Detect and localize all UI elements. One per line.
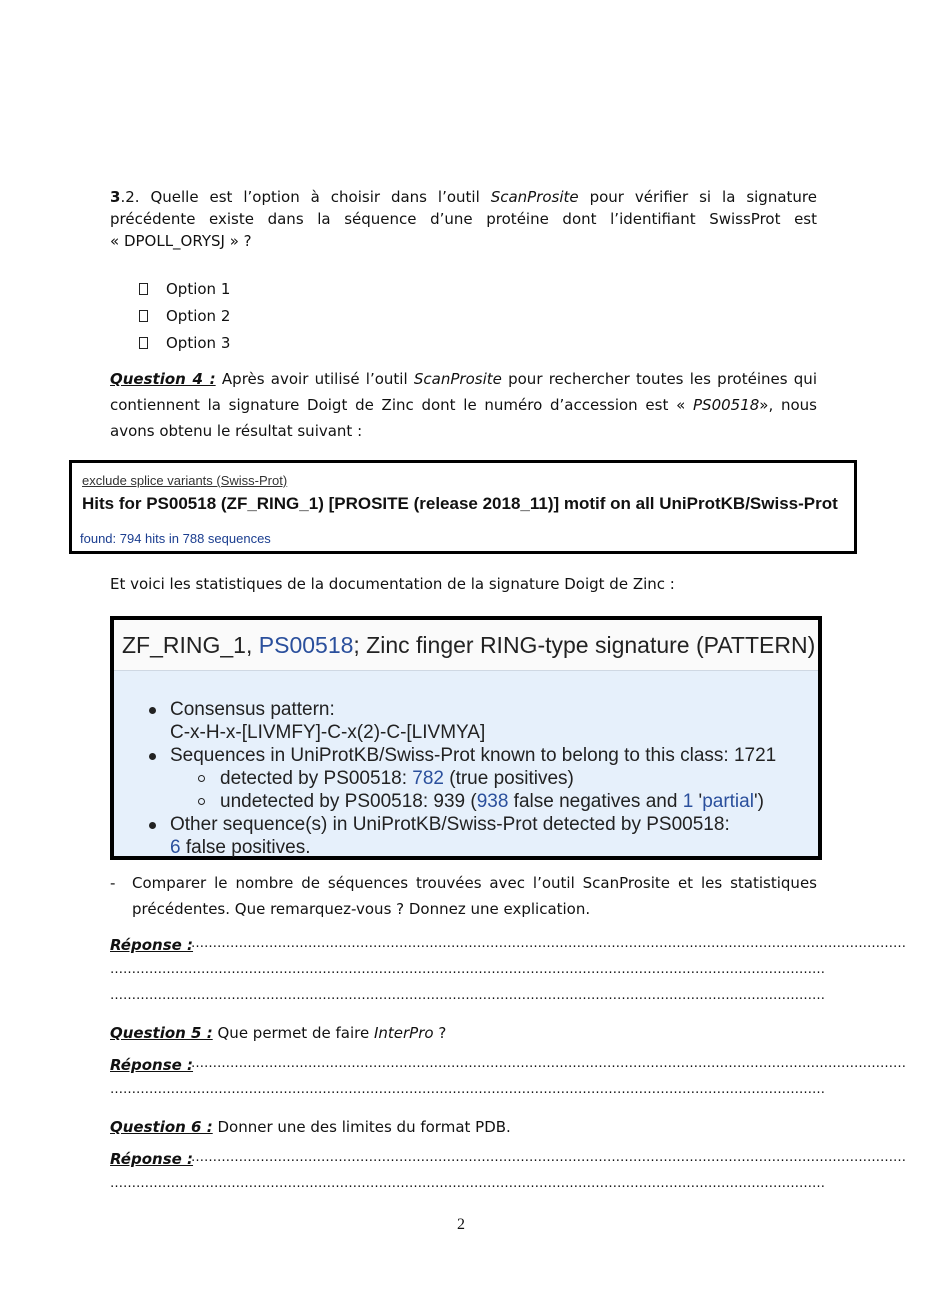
hits-found-count: found: 794 hits in 788 sequences bbox=[80, 531, 271, 546]
question-text: Quelle est l’option à choisir dans l’outil bbox=[150, 188, 480, 206]
list-item bbox=[146, 698, 776, 744]
option-label: Option 1 bbox=[166, 279, 231, 298]
answer-label bbox=[110, 934, 193, 956]
undetected-label: undetected by PS00518: 939 ( bbox=[220, 791, 477, 812]
stats-intro: Et voici les statistiques de la documentation de la signature Doigt de Zinc : bbox=[110, 575, 675, 593]
consensus-value: C-x-H-x-[LIVMFY]-C-x(2)-C-[LIVMYA] bbox=[170, 722, 486, 743]
compare-line2: précédentes. Que remarquez-vous ? Donnez une explication. bbox=[132, 900, 591, 918]
answer-line[interactable]: ………………………………………………………………………………………………………………………………………………… bbox=[110, 988, 825, 1003]
quote-open: ' bbox=[693, 791, 703, 812]
signature-name: ZF_RING_1, bbox=[122, 632, 253, 658]
prosite-doc-list bbox=[146, 698, 776, 859]
question-label: Question 6 : bbox=[110, 1118, 213, 1136]
sequences-count: Sequences in UniProtKB/Swiss-Prot known to belong to this class: 1721 bbox=[170, 745, 777, 766]
question-text: Après avoir utilisé l’outil bbox=[221, 370, 408, 388]
question-text: pour rechercher toutes les protéines qui bbox=[508, 370, 817, 388]
answer-line[interactable]: ………………………………………………………………………………………………………………………………………………… bbox=[110, 1176, 825, 1191]
answer-line[interactable]: ………………………………………………………………………………………………………………………………………………… bbox=[191, 936, 906, 951]
detected-label: detected by PS00518: bbox=[220, 768, 413, 789]
hits-title: Hits for PS00518 (ZF_RING_1) [PROSITE (release 2018_11)] motif on all UniProtKB/Swiss-Prot bbox=[82, 494, 838, 513]
tool-name: InterPro bbox=[373, 1024, 434, 1042]
sub-list-item bbox=[146, 767, 776, 790]
checkbox-icon[interactable] bbox=[139, 283, 148, 295]
detected-count-link[interactable]: 782 bbox=[412, 768, 444, 789]
quote-close: ') bbox=[753, 791, 764, 812]
checkbox-icon[interactable] bbox=[139, 310, 148, 322]
sub-list-item bbox=[146, 790, 776, 813]
accession-number: PS00518 bbox=[693, 396, 760, 414]
page-number: 2 bbox=[457, 1216, 465, 1233]
options-list bbox=[139, 275, 230, 356]
option-item[interactable] bbox=[139, 329, 230, 356]
bullet-icon bbox=[149, 822, 156, 829]
question-text: ? bbox=[438, 1024, 447, 1042]
answer-line[interactable]: ………………………………………………………………………………………………………………………………………………… bbox=[110, 962, 825, 977]
tool-name: ScanProsite bbox=[413, 370, 502, 388]
question-text: Que permet de faire bbox=[217, 1024, 370, 1042]
question-text: Donner une des limites du format PDB. bbox=[217, 1118, 511, 1136]
answer-line[interactable]: ………………………………………………………………………………………………………………………………………………… bbox=[110, 1082, 825, 1097]
signature-description: ; Zinc finger RING-type signature (PATTERN) bbox=[353, 632, 816, 658]
false-negatives-link[interactable]: 938 bbox=[476, 791, 509, 812]
question-4-line2 bbox=[110, 394, 817, 416]
option-item[interactable] bbox=[139, 275, 230, 302]
compare-line1: Comparer le nombre de séquences trouvées avec l’outil ScanProsite et les statistiques bbox=[132, 874, 817, 892]
option-label: Option 3 bbox=[166, 333, 231, 352]
question-3-2-line2: précédente existe dans la séquence d’une protéine dont l’identifiant SwissProt est bbox=[110, 210, 817, 228]
answer-label-text: Réponse : bbox=[110, 936, 194, 954]
prosite-doc-panel bbox=[110, 616, 822, 860]
option-item[interactable] bbox=[139, 302, 230, 329]
option-label: Option 2 bbox=[166, 306, 231, 325]
question-text: », nous bbox=[759, 396, 817, 414]
question-number-bold: 3 bbox=[110, 188, 121, 206]
question-text: contiennent la signature Doigt de Zinc dont le numéro d’accession est « bbox=[110, 396, 686, 414]
consensus-label: Consensus pattern: bbox=[170, 699, 335, 720]
tool-name: ScanProsite bbox=[490, 188, 579, 206]
detected-suffix: (true positives) bbox=[443, 768, 574, 789]
question-3-2-line3: « DPOLL_ORYSJ » ? bbox=[110, 232, 252, 250]
answer-line[interactable]: ………………………………………………………………………………………………………………………………………………… bbox=[191, 1150, 906, 1165]
question-number-rest: .2. bbox=[120, 188, 140, 206]
question-4-line1 bbox=[110, 368, 817, 390]
false-positives-link[interactable]: 6 bbox=[170, 837, 181, 858]
scanprosite-result-panel bbox=[69, 460, 857, 554]
undetected-mid: false negatives and bbox=[508, 791, 683, 812]
list-item bbox=[146, 744, 776, 767]
partial-link[interactable]: partial bbox=[702, 791, 754, 812]
list-item bbox=[146, 813, 776, 859]
false-positives-suffix: false positives. bbox=[180, 837, 311, 858]
compare-dash: - bbox=[110, 874, 116, 892]
answer-label bbox=[110, 1054, 193, 1076]
question-5 bbox=[110, 1022, 446, 1044]
question-text: pour vérifier si la signature bbox=[589, 188, 817, 206]
answer-line[interactable]: ………………………………………………………………………………………………………………………………………………… bbox=[191, 1056, 906, 1071]
bullet-icon bbox=[149, 753, 156, 760]
checkbox-icon[interactable] bbox=[139, 337, 148, 349]
question-3-2-line1 bbox=[110, 186, 817, 208]
exclude-splice-link[interactable]: exclude splice variants (Swiss-Prot) bbox=[82, 473, 288, 488]
question-6 bbox=[110, 1116, 511, 1138]
answer-label-text: Réponse : bbox=[110, 1150, 194, 1168]
circle-bullet-icon bbox=[198, 798, 205, 805]
question-label: Question 4 : bbox=[110, 370, 216, 388]
answer-label bbox=[110, 1148, 193, 1170]
answer-label-text: Réponse : bbox=[110, 1056, 194, 1074]
partial-count-link[interactable]: 1 bbox=[682, 791, 694, 812]
bullet-icon bbox=[149, 707, 156, 714]
question-4-line3: avons obtenu le résultat suivant : bbox=[110, 422, 363, 440]
circle-bullet-icon bbox=[198, 775, 205, 782]
prosite-doc-header bbox=[114, 620, 818, 671]
question-label: Question 5 : bbox=[110, 1024, 213, 1042]
accession-link[interactable]: PS00518 bbox=[258, 632, 354, 658]
other-sequences-label: Other sequence(s) in UniProtKB/Swiss-Prot detected by PS00518: bbox=[170, 814, 730, 835]
